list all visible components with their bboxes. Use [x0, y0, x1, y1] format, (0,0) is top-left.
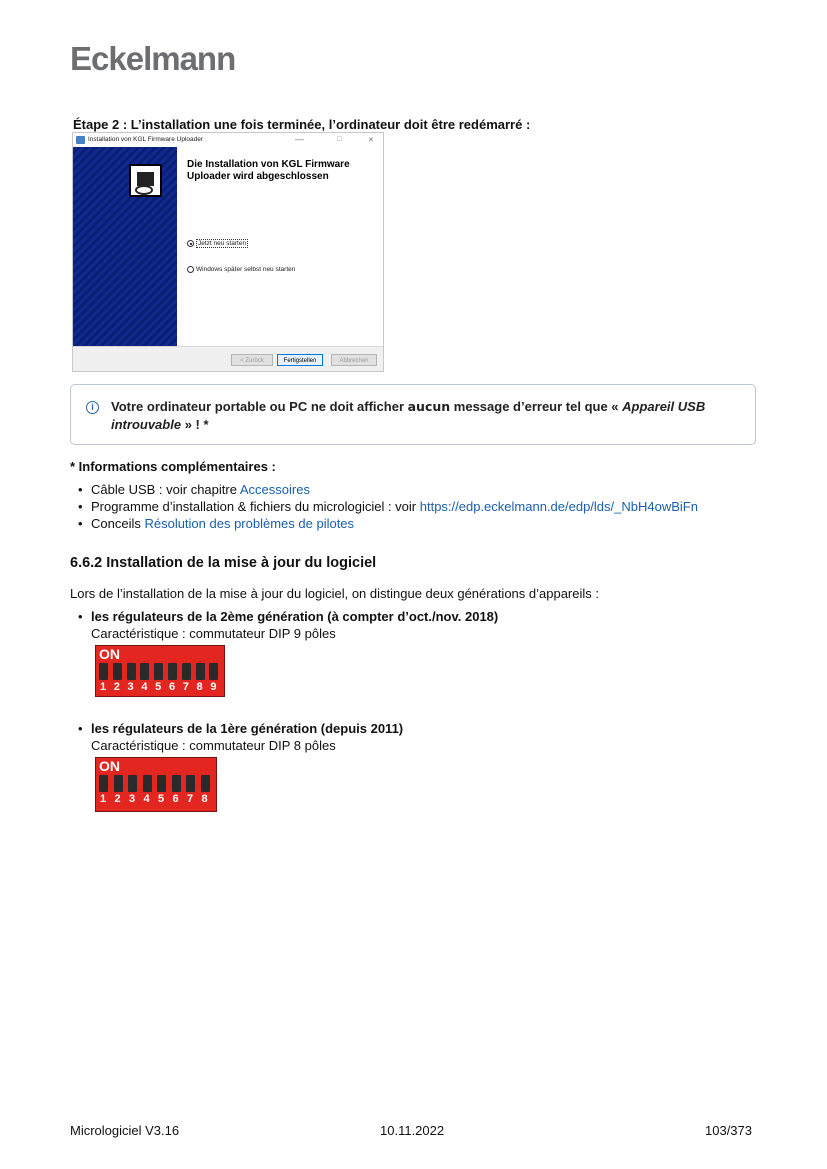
radio-selected-icon: [187, 240, 194, 247]
dip-lever: [172, 775, 181, 792]
dip-lever: [201, 775, 210, 792]
dip-lever: [114, 775, 123, 792]
dip-on-label: ON: [99, 758, 120, 774]
eckelmann-logo: Eckelmann: [70, 40, 236, 77]
more-info-list: [78, 481, 698, 532]
dip-on-label: ON: [99, 646, 120, 662]
dialog-side-banner: [73, 147, 177, 346]
dip-lever: [182, 663, 191, 680]
info-callout: [70, 384, 756, 445]
list-item: [78, 608, 498, 642]
installer-dialog-screenshot: [72, 132, 384, 372]
dip-lever: [154, 663, 163, 680]
dip-lever: [99, 663, 108, 680]
download-link[interactable]: https://edp.eckelmann.de/edp/lds/_NbH4owBiFn: [419, 499, 698, 514]
dip-lever: [127, 663, 136, 680]
dip-number: 1: [99, 793, 107, 805]
dip-lever: [209, 663, 218, 680]
more-info-heading: * Informations complémentaires :: [70, 459, 276, 474]
dip-number: 2: [114, 793, 121, 805]
restart-now-option: [187, 240, 248, 247]
dialog-titlebar: [73, 133, 383, 147]
dip-number: 1: [99, 681, 107, 693]
minimize-icon: —: [295, 134, 304, 144]
list-item: • Programme d’installation & fichiers du micrologiciel : voir https://edp.eckelmann.de/edp/lds/_NbH4owBiFn: [78, 498, 698, 515]
dip-lever: [196, 663, 205, 680]
dip-number: 2: [113, 681, 120, 693]
list-item: [78, 720, 403, 754]
info-icon: i: [86, 401, 99, 414]
gen2-feature: Caractéristique : commutateur DIP 9 pôles: [91, 626, 336, 641]
close-icon: ✕: [368, 137, 374, 144]
dip-number: 6: [168, 681, 176, 693]
dip-switch-9-pole: [95, 645, 225, 697]
dip-lever: [140, 663, 149, 680]
driver-troubleshooting-link[interactable]: Résolution des problèmes de pilotes: [144, 516, 355, 531]
step-label: Étape 2 :: [73, 117, 128, 132]
gen2-item: [78, 608, 498, 642]
gen1-feature: Caractéristique : commutateur DIP 8 pôles: [91, 738, 336, 753]
section-intro: Lors de l’installation de la mise à jour du logiciel, on distingue deux générations d’appareils :: [70, 586, 599, 601]
maximize-icon: □: [337, 136, 342, 143]
list-item: • Câble USB : voir chapitre Accessoires: [78, 481, 698, 498]
installer-computer-icon: [129, 164, 162, 197]
dip-lever: [113, 663, 122, 680]
footer-date: 10.11.2022: [380, 1123, 445, 1138]
restart-later-label: Windows später selbst neu starten: [196, 266, 296, 274]
dip-number: 3: [128, 793, 136, 805]
dip-lever: [143, 775, 152, 792]
footer-page-number: 103/373: [705, 1123, 752, 1138]
dip-number: 9: [210, 681, 217, 693]
dip-lever: [168, 663, 177, 680]
info-text: Votre ordinateur portable ou PC ne doit afficher aucun message d’erreur tel que « Appareil USB introuvable » ! *: [111, 399, 706, 432]
section-title: 6.6.2 Installation de la mise à jour du logiciel: [70, 555, 377, 571]
back-button: < Zurück: [231, 354, 273, 366]
dip-number: 3: [127, 681, 134, 693]
dip-number: 5: [157, 793, 165, 805]
dialog-heading: Die Installation von KGL Firmware Uploader wird abgeschlossen: [187, 159, 350, 182]
restart-later-option: [187, 266, 295, 273]
dip-lever: [186, 775, 195, 792]
list-item: • Conceils Résolution des problèmes de pilotes: [78, 515, 698, 532]
dip-lever: [128, 775, 137, 792]
dip-lever: [157, 775, 166, 792]
radio-unselected-icon: [187, 266, 194, 273]
dip-switch-8-pole: [95, 757, 217, 812]
dip-number: 8: [201, 793, 208, 805]
gen1-item: [78, 720, 403, 754]
dip-number: 4: [141, 681, 148, 693]
cancel-button: Abbrechen: [331, 354, 377, 366]
dip-number: 7: [182, 681, 189, 693]
dialog-content: [177, 147, 383, 346]
accessories-link[interactable]: Accessoires: [239, 482, 310, 497]
installer-app-icon: [76, 136, 85, 144]
footer-left: Micrologiciel V3.16: [70, 1123, 180, 1138]
finish-button: Fertigstellen: [277, 354, 323, 366]
gen2-title: les régulateurs de la 2ème génération (à compter d’oct./nov. 2018): [91, 609, 499, 624]
dip-number: 5: [155, 681, 162, 693]
step-heading: [73, 117, 530, 132]
dip-number: 4: [143, 793, 150, 805]
restart-now-label: Jetzt neu starten: [198, 240, 247, 248]
gen1-title: les régulateurs de la 1ère génération (depuis 2011): [91, 721, 404, 736]
dialog-title: Installation von KGL Firmware Uploader: [88, 136, 204, 143]
dip-number: 6: [172, 793, 179, 805]
dip-number: 8: [196, 681, 203, 693]
step-text: L’installation une fois terminée, l’ordinateur doit être redémarré :: [127, 117, 531, 132]
dip-lever: [99, 775, 108, 792]
dialog-separator: [73, 346, 383, 347]
dip-number: 7: [186, 793, 194, 805]
